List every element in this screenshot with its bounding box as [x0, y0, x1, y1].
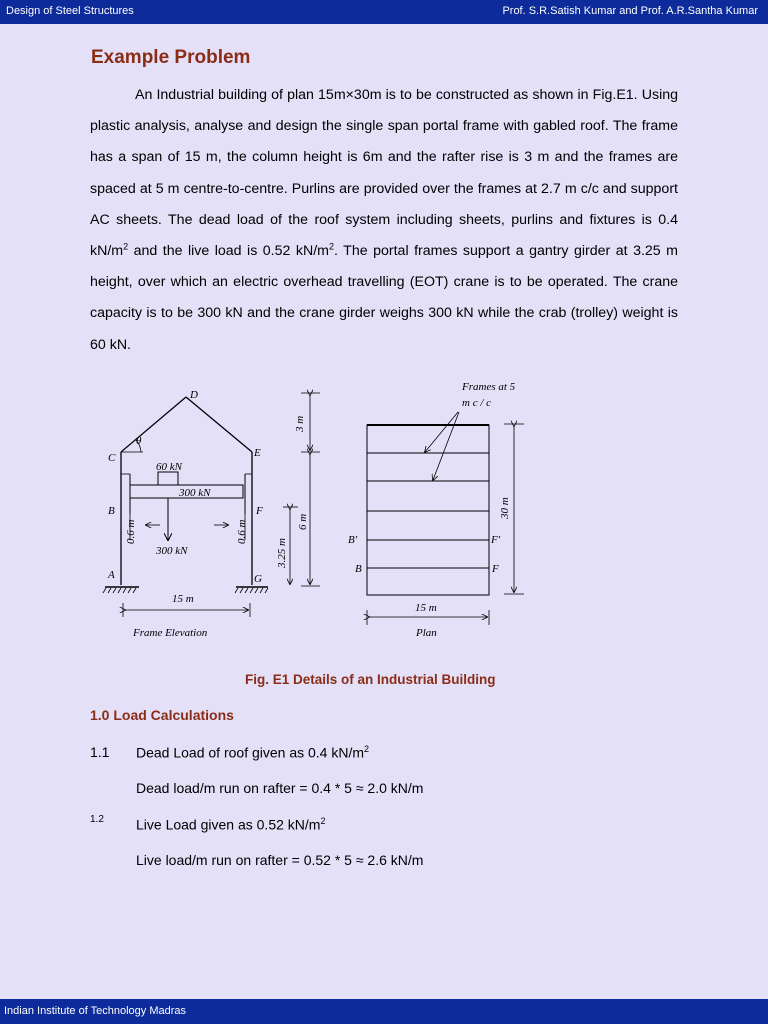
label-g: G — [254, 573, 262, 585]
authors: Prof. S.R.Satish Kumar and Prof. A.R.Santha Kumar — [502, 5, 758, 17]
load-300kn-girder: 300 kN — [179, 487, 211, 499]
para-sup-1: 2 — [123, 241, 129, 252]
dim-30m: 30 m — [499, 497, 511, 519]
page-header — [0, 0, 768, 24]
page-footer — [0, 999, 768, 1024]
dead-load-text: Dead Load of roof given as 0.4 kN/m — [136, 744, 365, 761]
item-number-1-2: 1.2 — [90, 814, 104, 825]
span-15m-elevation: 15 m — [172, 593, 194, 605]
label-f-plan: F — [492, 563, 499, 575]
dead-load-sup: 2 — [364, 744, 370, 754]
label-b: B — [108, 505, 115, 517]
frame-elevation — [103, 393, 320, 617]
para-text-2: and the live load is 0.52 kN/m — [128, 243, 329, 260]
para-sup-2: 2 — [328, 241, 334, 252]
label-d: D — [190, 389, 198, 401]
live-load-per-metre: Live load/m run on rafter = 0.52 * 5 ≈ 2.6 kN/m — [136, 852, 424, 868]
para-text-3: . The portal frames support a gantry girder at 3.25 m height, over which an electric overhead travelling (EOT) crane is to be operated. The crane capacity is to be 300 kN and the crane girder weighs 300 kN while the crab (trolley) weight is 60 kN. — [90, 243, 679, 353]
label-b-plan: B — [355, 563, 362, 575]
dim-6m: 6 m — [297, 513, 309, 530]
label-b-prime: B' — [348, 534, 358, 546]
elevation-labels — [107, 389, 309, 639]
label-f: F — [256, 505, 263, 517]
live-load-line — [136, 816, 325, 833]
dim-0-6m-right: 0.6 m — [236, 519, 248, 544]
figure-caption: Fig. E1 Details of an Industrial Building — [245, 672, 496, 687]
label-f-prime: F' — [491, 534, 501, 546]
dim-3-25m: 3.25 m — [276, 538, 288, 568]
label-theta: θ — [136, 435, 142, 447]
dead-load-per-metre: Dead load/m run on rafter = 0.4 * 5 ≈ 2.0 kN/m — [136, 780, 424, 796]
dead-load-line — [136, 744, 369, 761]
caption-frame-elevation: Frame Elevation — [133, 627, 208, 639]
frames-label-line1: Frames at 5 — [462, 381, 516, 393]
course-title: Design of Steel Structures — [6, 5, 134, 17]
frames-label-line2: m c / c — [462, 397, 492, 409]
live-load-text: Live Load given as 0.52 kN/m — [136, 816, 321, 833]
span-15m-plan: 15 m — [415, 602, 437, 614]
page-title: Example Problem — [91, 47, 251, 68]
institute-name: Indian Institute of Technology Madras — [4, 1005, 187, 1017]
figure-e1 — [100, 375, 540, 645]
label-c: C — [108, 452, 116, 464]
live-load-sup: 2 — [320, 816, 326, 826]
label-a: A — [108, 569, 115, 581]
dim-3m: 3 m — [294, 415, 306, 432]
problem-paragraph — [90, 80, 678, 361]
item-number-1-1: 1.1 — [90, 744, 110, 760]
dim-0-6m-left: 0.6 m — [125, 519, 137, 544]
label-e: E — [254, 447, 261, 459]
plan-labels — [348, 381, 516, 639]
section-heading: 1.0 Load Calculations — [90, 707, 234, 723]
caption-plan: Plan — [416, 627, 437, 639]
load-300kn-crane: 300 kN — [156, 545, 188, 557]
para-text-1: An Industrial building of plan 15m×30m is to be constructed as shown in Fig.E1. Using plastic analysis, analyse and design the single span portal frame with gabled roof. The frame has a span of 15 m, the column height is 6m and the rafter rise is 3 m and the frames are spaced at 5 m centre-to-centre. Purlins are provided over the frames at 2.7 m c/c and support AC sheets. The dead load of the roof system including sheets, purlins and fixtures is 0.4 kN/m — [90, 87, 678, 260]
load-60kn: 60 kN — [156, 461, 182, 473]
